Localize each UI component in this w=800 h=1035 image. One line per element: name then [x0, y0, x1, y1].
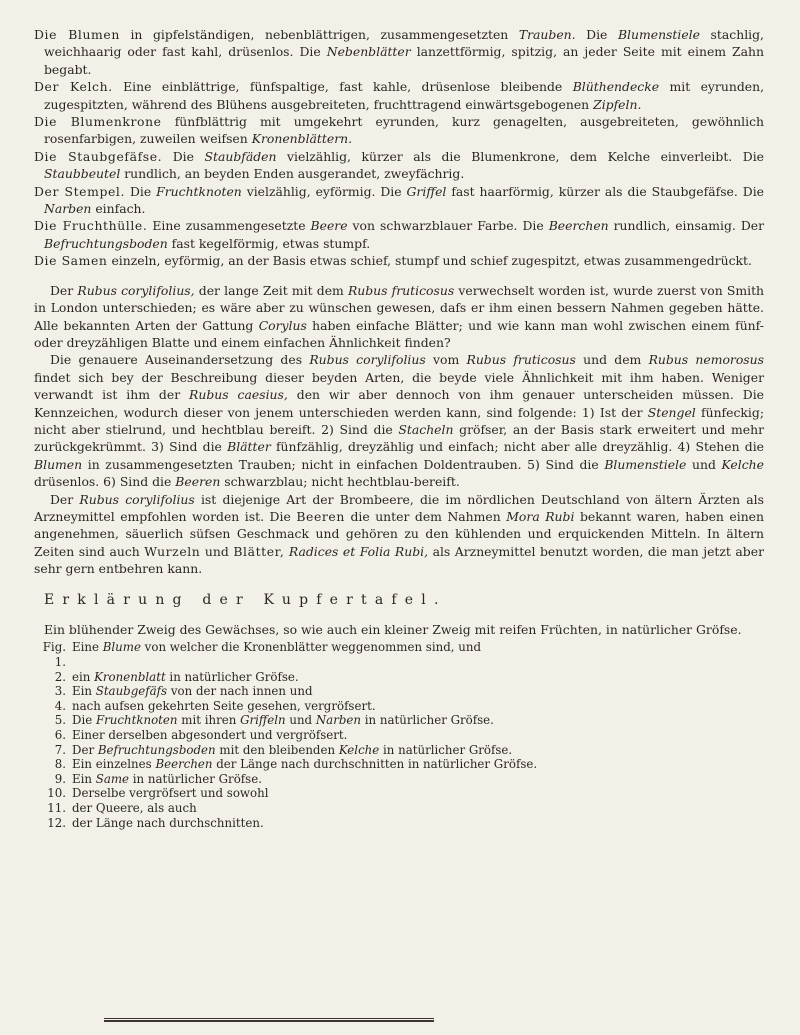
text-run: mit den bleibenden	[215, 742, 339, 757]
text-run: gröfser, an der Basis stark erweitert und mehr zurückgekrümmt. 3) Sind die	[34, 421, 765, 455]
italic-term: Rubus corylifolius,	[77, 282, 195, 298]
text-run: fünfeckig; nicht aber stielrund, und hechtblau bereift. 2) Sind die	[34, 404, 764, 437]
italic-term: Blumen	[34, 456, 83, 472]
text-run: fünfblättrig mit umgekehrt eyrunden, kurz genagelten, ausgebreiteten, gewöhnlich rosenfarbigen, zuweilen weifsen	[44, 114, 765, 147]
text-run: Die	[162, 148, 205, 164]
figure-number: Fig. 1.	[42, 640, 66, 669]
text-run: vielzählig, kürzer als die Blumenkrone, dem Kelche einverleibt. Die	[276, 148, 764, 164]
plate-intro: Ein blühender Zweig des Gewächses, so wie auch ein kleiner Zweig mit reifen Früchten, in natürlicher Gröfse.	[44, 622, 742, 637]
italic-term: Fruchtknoten	[156, 183, 242, 199]
italic-term: Staubgefäfs	[95, 684, 168, 699]
text-run: bekannt waren, haben einen angenehmen, säuerlich süfsen Geschmack und gehören zu den kühlenden und erquickenden Mitteln. In ältern Zeiten sind auch	[34, 508, 764, 559]
text-run: mit eyrunden, zugespitzten, während des Blühens ausgebreiteten, fruchttragend einwärtsgebogenen	[44, 79, 765, 112]
text-run: Einer derselben abgesondert und vergröfsert.	[72, 727, 348, 742]
text-run: der lange Zeit mit dem	[194, 282, 348, 298]
description-paragraph	[34, 78, 764, 113]
text-run: rundlich, an beyden Enden ausgerandet, zweyfächrig.	[120, 166, 465, 182]
text-run: in zusammengesetzten Trauben; nicht in einfachen Doldentrauben. 5) Sind die	[82, 456, 605, 472]
text-run: fast kegelförmig, etwas stumpf.	[167, 235, 371, 251]
italic-term: Blüthendecke	[572, 79, 660, 95]
text-run: schwarzblau; nicht hechtblau-bereift.	[220, 474, 460, 490]
figure-caption	[72, 743, 512, 758]
text-run: Die genauere Auseinandersetzung des	[50, 352, 310, 368]
text-run: und	[285, 713, 316, 728]
italic-term: Griffeln	[240, 713, 286, 728]
figure-caption	[72, 786, 269, 801]
text-run: verwechselt worden ist, wurde zuerst von Smith in London unterschieden; es wäre aber zu wünschen gewesen, dafs er ihm einen bessern Nahmen gegeben hätte. Alle bekannten Arten der Gattung	[34, 282, 765, 333]
italic-term: Kronenblatt	[94, 669, 166, 684]
italic-term: Rubus caesius,	[189, 387, 288, 403]
figure-caption	[72, 816, 264, 831]
figure-number: 12.	[47, 815, 66, 830]
text-run: Eine zusammengesetzte	[147, 218, 311, 234]
figure-number: 2.	[54, 669, 66, 684]
italic-term: Beere	[310, 218, 348, 234]
description-paragraph	[34, 183, 764, 218]
spaced-term: Blätter,	[233, 543, 285, 559]
botanical-description	[34, 26, 764, 270]
text-run: in gipfelständigen, nebenblättrigen, zusammengesetzten	[119, 27, 519, 42]
italic-term: Radices et Folia Rubi,	[288, 543, 429, 559]
description-term: Die Blumen	[34, 27, 120, 42]
body-paragraph	[34, 282, 764, 352]
text-run: den wir aber dennoch von ihm genauer unterscheiden müssen. Die Kennzeichen, wodurch dieser von jenem unterschieden werden kann, sind folgende: 1) Ist der	[34, 387, 764, 420]
figure-caption	[72, 801, 197, 816]
italic-term: Corylus	[258, 317, 307, 333]
figure-number: 8.	[54, 757, 66, 772]
text-run: ein	[72, 669, 95, 684]
text-run: die unter dem Nahmen	[344, 508, 507, 524]
italic-term: Befruchtungsboden	[97, 742, 216, 757]
figure-caption	[72, 670, 299, 685]
italic-term: Rubus fruticosus	[466, 352, 576, 368]
italic-term: Kelche	[338, 742, 380, 757]
text-run: Eine einblättrige, fünfspaltige, fast kahle, drüsenlose bleibende	[112, 79, 573, 95]
text-run: Ein einzelnes	[72, 757, 156, 772]
italic-term: Staubfäden	[204, 148, 277, 164]
italic-term: Trauben.	[518, 27, 576, 42]
italic-term: Kelche	[721, 456, 764, 472]
figure-item	[34, 772, 764, 787]
figure-number: 11.	[47, 800, 66, 815]
figure-caption	[72, 699, 376, 714]
italic-term: Stengel	[647, 404, 696, 420]
text-run: stachlig, weichhaarig oder fast kahl, drüsenlos. Die	[44, 27, 764, 60]
description-term: Die Blumenkrone	[34, 114, 162, 130]
figure-number: 7.	[54, 742, 66, 757]
description-paragraph	[34, 148, 764, 183]
italic-term: Griffel	[406, 183, 447, 199]
text-run: haben einfache Blätter; und wie kann man wohl zwischen einem fünf- oder dreyzähligen Blatte und einem einfachen Ähnlichkeit finden?	[34, 317, 764, 350]
text-run: fast haarförmig, kürzer als die Staubgefäfse. Die	[446, 183, 764, 199]
figure-caption	[72, 757, 537, 772]
text-run: als Arzneymittel benutzt worden, die man jetzt aber sehr gern entbehren kann.	[34, 543, 764, 577]
italic-term: Narben	[44, 201, 92, 217]
body-paragraph	[34, 491, 764, 578]
text-run: fünfzählig, dreyzählig und einfach; nicht aber alle dreyzählig. 4) Stehen die	[270, 439, 765, 455]
figure-number: 3.	[54, 684, 66, 699]
italic-term: Rubus nemorosus	[648, 352, 765, 368]
figure-item	[34, 640, 764, 669]
italic-term: Rubus corylifolius	[309, 352, 426, 368]
figure-caption	[72, 684, 313, 699]
italic-term: Kronenblättern.	[251, 131, 353, 147]
description-term: Die Samen	[34, 253, 108, 269]
figure-caption	[72, 772, 262, 787]
text-run: in natürlicher Gröfse.	[379, 742, 513, 757]
body-paragraph	[34, 351, 764, 490]
italic-term: Rubus fruticosus	[347, 282, 455, 298]
figure-item	[34, 816, 764, 831]
text-run: Der	[50, 282, 78, 298]
text-run: der Länge nach durchschnitten in natürlicher Gröfse.	[212, 757, 538, 772]
italic-term: Mora Rubi	[506, 508, 575, 524]
figure-item	[34, 670, 764, 685]
italic-term: Blumenstiele	[617, 27, 700, 42]
italic-term: Beeren	[175, 474, 221, 490]
text-run: Die	[575, 27, 618, 42]
figure-item	[34, 786, 764, 801]
spaced-term: Wurzeln	[144, 543, 201, 559]
figure-item	[34, 713, 764, 728]
figure-list	[34, 640, 764, 830]
text-run: vom	[425, 352, 467, 368]
figure-caption	[72, 713, 494, 728]
description-term: Der Stempel.	[34, 183, 126, 199]
text-run: von der nach innen und	[167, 684, 313, 699]
text-run: und	[686, 456, 722, 472]
text-run: lanzettförmig, spitzig, an jeder Seite mit einem Zahn begabt.	[44, 44, 765, 77]
text-run: mit ihren	[177, 713, 241, 728]
text-run: Die	[72, 713, 96, 728]
figure-number: 5.	[54, 713, 66, 728]
figure-item	[34, 728, 764, 743]
text-run: Die	[125, 183, 157, 199]
text-run: ist diejenige Art der Brombeere, die im nördlichen Deutschland von ältern Ärzten als Arzneymittel empfohlen worden ist. Die	[34, 491, 765, 524]
figure-number: 10.	[47, 786, 66, 801]
text-run: der Queere, als auch	[72, 800, 197, 815]
description-term: Der Kelch.	[34, 79, 113, 95]
figure-item	[34, 757, 764, 772]
italic-term: Befruchtungsboden	[44, 235, 168, 251]
text-run: der Länge nach durchschnitten.	[72, 815, 264, 830]
figure-caption	[72, 728, 347, 743]
italic-term: Nebenblätter	[326, 44, 411, 60]
text-run: drüsenlos. 6) Sind die	[34, 474, 176, 490]
italic-term: Beerchen	[155, 757, 213, 772]
text-run: Eine	[72, 640, 103, 655]
text-run: Der	[50, 491, 80, 507]
spacer	[34, 270, 764, 282]
description-paragraph	[34, 252, 764, 269]
text-run: einzeln, eyförmig, an der Basis etwas schief, stumpf und schief zugespitzt, etwas zusammengedrückt.	[107, 253, 752, 269]
text-run: Derselbe vergröfsert und sowohl	[72, 786, 269, 801]
figure-number: 9.	[54, 771, 66, 786]
bottom-rule	[104, 1018, 434, 1022]
figure-item	[34, 801, 764, 816]
figure-item	[34, 743, 764, 758]
text-run: einfach.	[91, 201, 146, 217]
text-run: Ein	[72, 684, 96, 699]
text-run: findet sich bey der Beschreibung dieser beyden Arten, die beyde viele Ähnlichkeit mit ihm haben. Weniger verwandt ist ihm der	[34, 369, 764, 403]
text-run: nach aufsen gekehrten Seite gesehen, vergröfsert.	[72, 698, 376, 713]
description-paragraph	[34, 26, 764, 78]
text-run: und	[200, 543, 234, 559]
figure-item	[34, 684, 764, 699]
italic-term: Blätter	[227, 439, 271, 455]
text-run: in natürlicher Gröfse.	[165, 669, 299, 684]
text-run: Ein	[72, 771, 96, 786]
text-run: vielzählig, eyförmig. Die	[241, 183, 407, 199]
figure-number: 4.	[54, 698, 66, 713]
text-run: und dem	[575, 352, 649, 368]
description-term: Die Staubgefäfse.	[34, 148, 163, 164]
italic-term: Blumenstiele	[604, 456, 687, 472]
italic-term: Narben	[315, 713, 361, 728]
text-run: von schwarzblauer Farbe. Die	[347, 218, 549, 234]
text-run: von welcher die Kronenblätter weggenommen sind, und	[140, 640, 482, 655]
text-run: Der	[72, 742, 98, 757]
italic-term: Stacheln	[398, 421, 454, 437]
italic-term: Same	[95, 771, 130, 786]
italic-term: Blume	[102, 640, 141, 655]
discussion-text	[34, 282, 764, 578]
text-run: in natürlicher Gröfse.	[129, 771, 262, 786]
text-run: in natürlicher Gröfse.	[361, 713, 494, 728]
figure-item	[34, 699, 764, 714]
plate-heading: Erklärung der Kupfertafel.	[44, 591, 447, 608]
spaced-term: Beeren	[296, 508, 345, 524]
italic-term: Fruchtknoten	[95, 713, 178, 728]
italic-term: Rubus corylifolius	[79, 491, 195, 507]
figure-caption	[72, 640, 481, 669]
italic-term: Staubbeutel	[44, 166, 121, 182]
text-run: rundlich, einsamig. Der	[608, 218, 765, 234]
description-term: Die Fruchthülle.	[34, 218, 148, 234]
description-paragraph	[34, 217, 764, 252]
italic-term: Beerchen	[548, 218, 609, 234]
figure-number: 6.	[54, 727, 66, 742]
description-paragraph	[34, 113, 764, 148]
italic-term: Zipfeln.	[593, 96, 642, 112]
